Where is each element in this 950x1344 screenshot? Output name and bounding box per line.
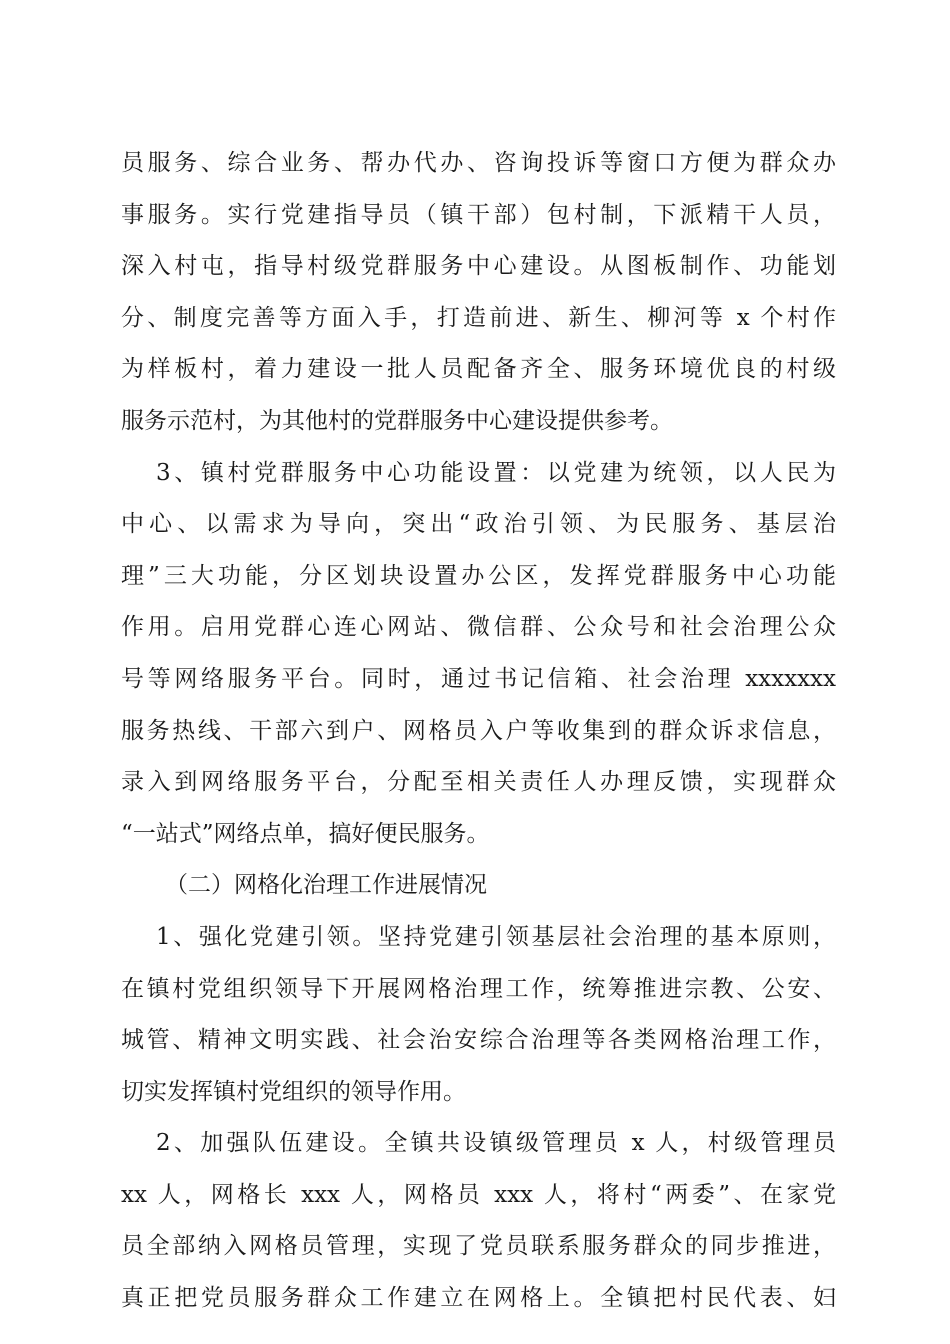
text-line: 城管、精神文明实践、社会治安综合治理等各类网格治理工作， xyxy=(121,1027,836,1054)
text-line: 中心、以需求为导向，突出“政治引领、为民服务、基层治 xyxy=(121,511,836,538)
text-line: 员服务、综合业务、帮办代办、咨询投诉等窗口方便为群众办 xyxy=(121,150,836,176)
text-line: “一站式”网络点单，搞好便民服务。 xyxy=(121,820,490,847)
text-line: 理”三大功能，分区划块设置办公区，发挥党群服务中心功能 xyxy=(121,562,836,589)
text-line: 真正把党员服务群众工作建立在网格上。全镇把村民代表、妇 xyxy=(121,1285,836,1312)
text-line: 服务示范村，为其他村的党群服务中心建设提供参考。 xyxy=(121,407,673,434)
text-line: 2、加强队伍建设。全镇共设镇级管理员 x 人，村级管理员 xyxy=(156,1130,836,1157)
paragraph-1 xyxy=(121,144,836,454)
text-line: 为样板村，着力建设一批人员配备齐全、服务环境优良的村级 xyxy=(121,356,836,383)
text-line: 分、制度完善等方面入手，打造前进、新生、柳河等 x 个村作 xyxy=(121,304,836,331)
text-line: 切实发挥镇村党组织的领导作用。 xyxy=(121,1078,466,1105)
text-line: 3、镇村党群服务中心功能设置：以党建为统领，以人民为 xyxy=(156,459,836,486)
paragraph-3 xyxy=(121,918,836,1124)
text-line: 深入村屯，指导村级党群服务中心建设。从图板制作、功能划 xyxy=(121,253,836,280)
text-line: 录入到网络服务平台，分配至相关责任人办理反馈，实现群众 xyxy=(121,769,836,796)
text-line: 事服务。实行党建指导员（镇干部）包村制，下派精干人员， xyxy=(121,201,836,228)
text-line: 1、强化党建引领。坚持党建引领基层社会治理的基本原则， xyxy=(156,923,836,950)
text-line: 号等网络服务平台。同时，通过书记信箱、社会治理 xxxxxxx xyxy=(121,665,836,692)
text-line: 在镇村党组织领导下开展网格治理工作，统筹推进宗教、公安、 xyxy=(121,975,836,1002)
text-line: xx 人，网格长 xxx 人，网格员 xxx 人，将村“两委”、在家党 xyxy=(121,1181,836,1208)
text-line: 员全部纳入网格员管理，实现了党员联系服务群众的同步推进， xyxy=(121,1233,836,1260)
paragraph-4 xyxy=(121,1124,836,1330)
document-page xyxy=(121,144,836,1331)
text-line: 作用。启用党群心连心网站、微信群、公众号和社会治理公众 xyxy=(121,614,836,641)
text-line: 服务热线、干部六到户、网格员入户等收集到的群众诉求信息， xyxy=(121,717,836,744)
section-heading: （二）网格化治理工作进展情况 xyxy=(165,872,487,899)
paragraph-2 xyxy=(121,454,836,867)
